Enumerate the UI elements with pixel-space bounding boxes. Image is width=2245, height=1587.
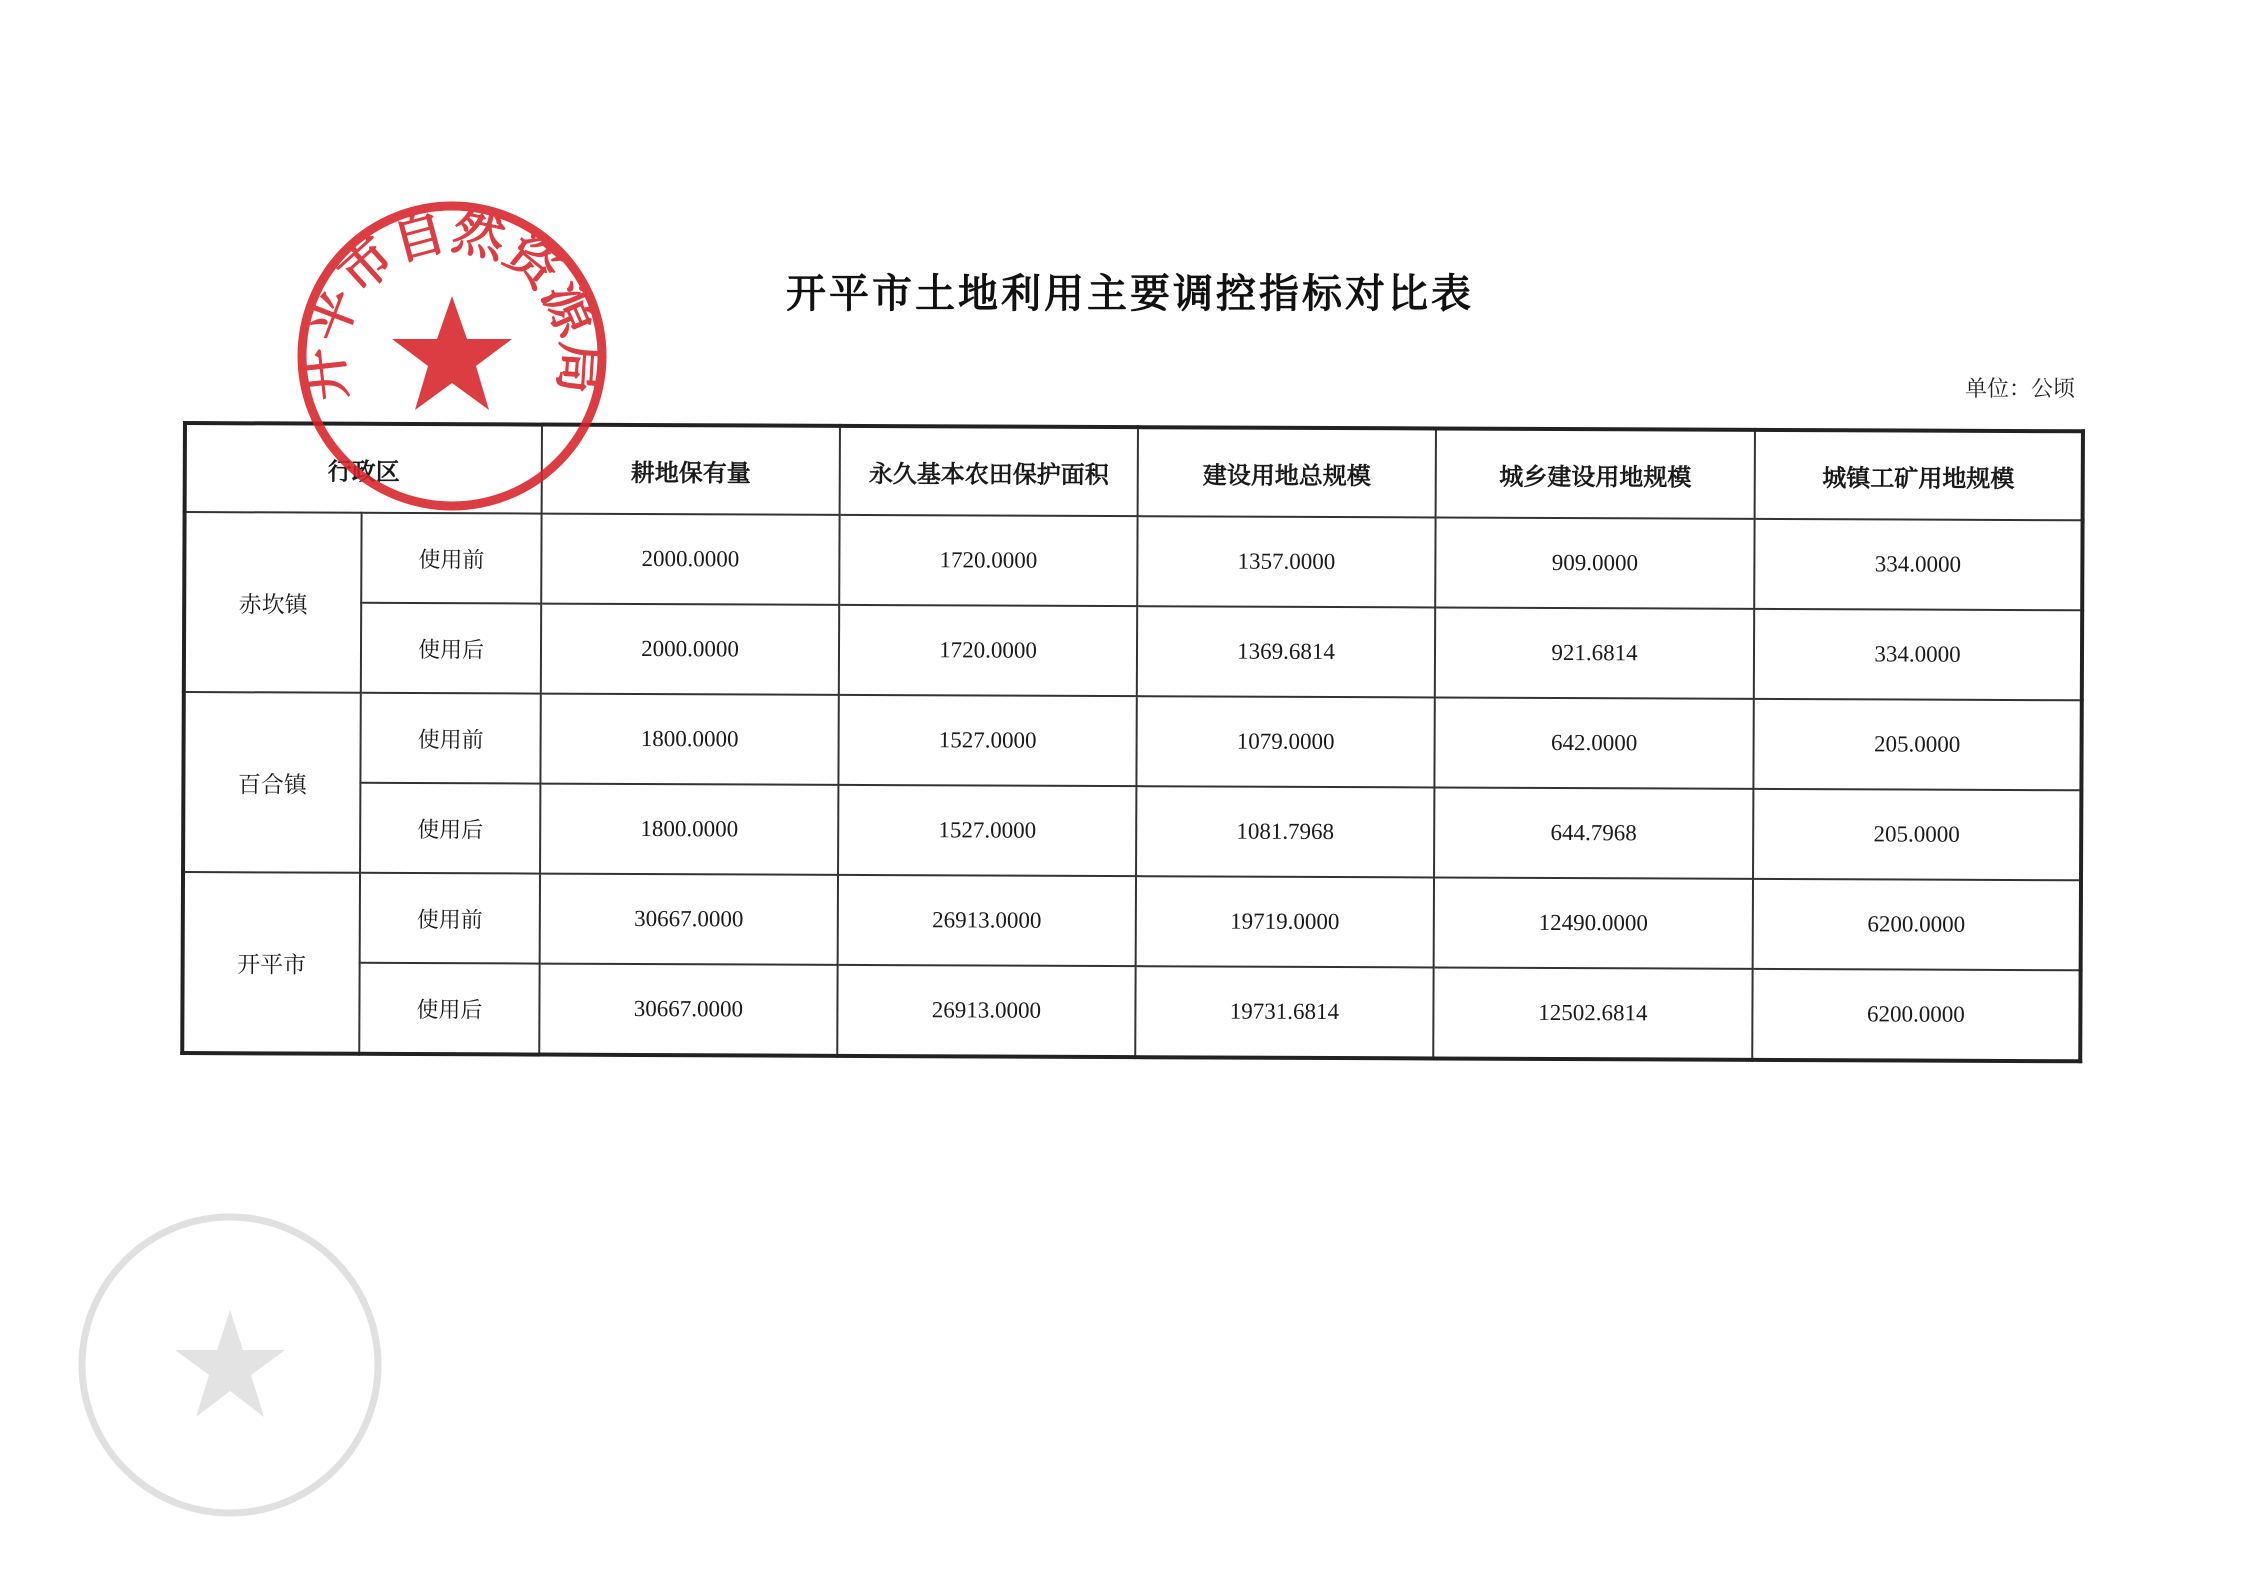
header-cultivated-land: 耕地保有量 [542,425,840,515]
value-cell: 205.0000 [1753,789,2081,880]
value-cell: 1527.0000 [838,785,1136,876]
value-cell: 30667.0000 [540,874,838,965]
value-cell: 921.6814 [1435,607,1754,698]
table-row [182,962,2080,1061]
stage-cell: 使用前 [360,693,540,784]
value-cell: 12490.0000 [1434,877,1753,968]
value-cell: 1800.0000 [540,784,838,875]
header-basic-farmland: 永久基本农田保护面积 [840,426,1138,516]
value-cell: 1527.0000 [838,695,1136,786]
value-cell: 26913.0000 [838,875,1136,966]
value-cell: 26913.0000 [837,965,1135,1057]
header-urban-rural-construction: 城乡建设用地规模 [1436,428,1755,518]
table-row [183,692,2081,790]
document-title: 开平市土地利用主要调控指标对比表 [786,270,1474,317]
header-region: 行政区 [185,423,542,514]
table-row [183,782,2081,880]
region-cell: 开平市 [182,872,360,1054]
value-cell: 1720.0000 [839,515,1137,606]
table-row [183,872,2081,970]
value-cell: 19719.0000 [1136,876,1434,967]
table-row [184,512,2082,610]
unit-label: 单位：公顷 [1964,377,2075,402]
value-cell: 334.0000 [1754,609,2082,700]
faint-seal-impression [70,1205,390,1525]
table-row [184,602,2082,700]
value-cell: 205.0000 [1753,699,2081,790]
value-cell: 642.0000 [1434,697,1753,788]
value-cell: 6200.0000 [1753,879,2081,970]
value-cell: 12502.6814 [1433,967,1752,1059]
value-cell: 2000.0000 [541,604,839,695]
value-cell: 2000.0000 [541,514,839,605]
stage-cell: 使用后 [361,603,541,694]
value-cell: 30667.0000 [539,964,837,1056]
value-cell: 1720.0000 [839,605,1137,696]
value-cell: 334.0000 [1754,519,2082,610]
value-cell: 1079.0000 [1136,696,1434,787]
value-cell: 909.0000 [1435,517,1754,608]
official-seal [292,196,612,516]
value-cell: 644.7968 [1434,787,1753,878]
header-urban-industrial-mining: 城镇工矿用地规模 [1755,430,2083,520]
region-cell: 百合镇 [183,692,361,873]
faint-star-icon [175,1310,285,1417]
indicator-comparison-table [180,421,2085,1063]
value-cell: 1369.6814 [1137,606,1435,697]
indicator-table-container [180,421,2081,1059]
region-cell: 赤坎镇 [184,512,362,693]
star-icon [392,296,512,410]
stage-cell: 使用前 [361,513,541,604]
stage-cell: 使用后 [360,783,540,874]
value-cell: 1081.7968 [1136,786,1434,877]
value-cell: 6200.0000 [1752,969,2080,1061]
stage-cell: 使用后 [359,963,539,1055]
value-cell: 19731.6814 [1135,966,1433,1058]
header-construction-land-total: 建设用地总规模 [1138,427,1436,517]
value-cell: 1800.0000 [540,694,838,785]
value-cell: 1357.0000 [1137,516,1435,607]
seal-text-path: 开平市自然资源局 [292,200,612,404]
stage-cell: 使用前 [360,873,540,964]
